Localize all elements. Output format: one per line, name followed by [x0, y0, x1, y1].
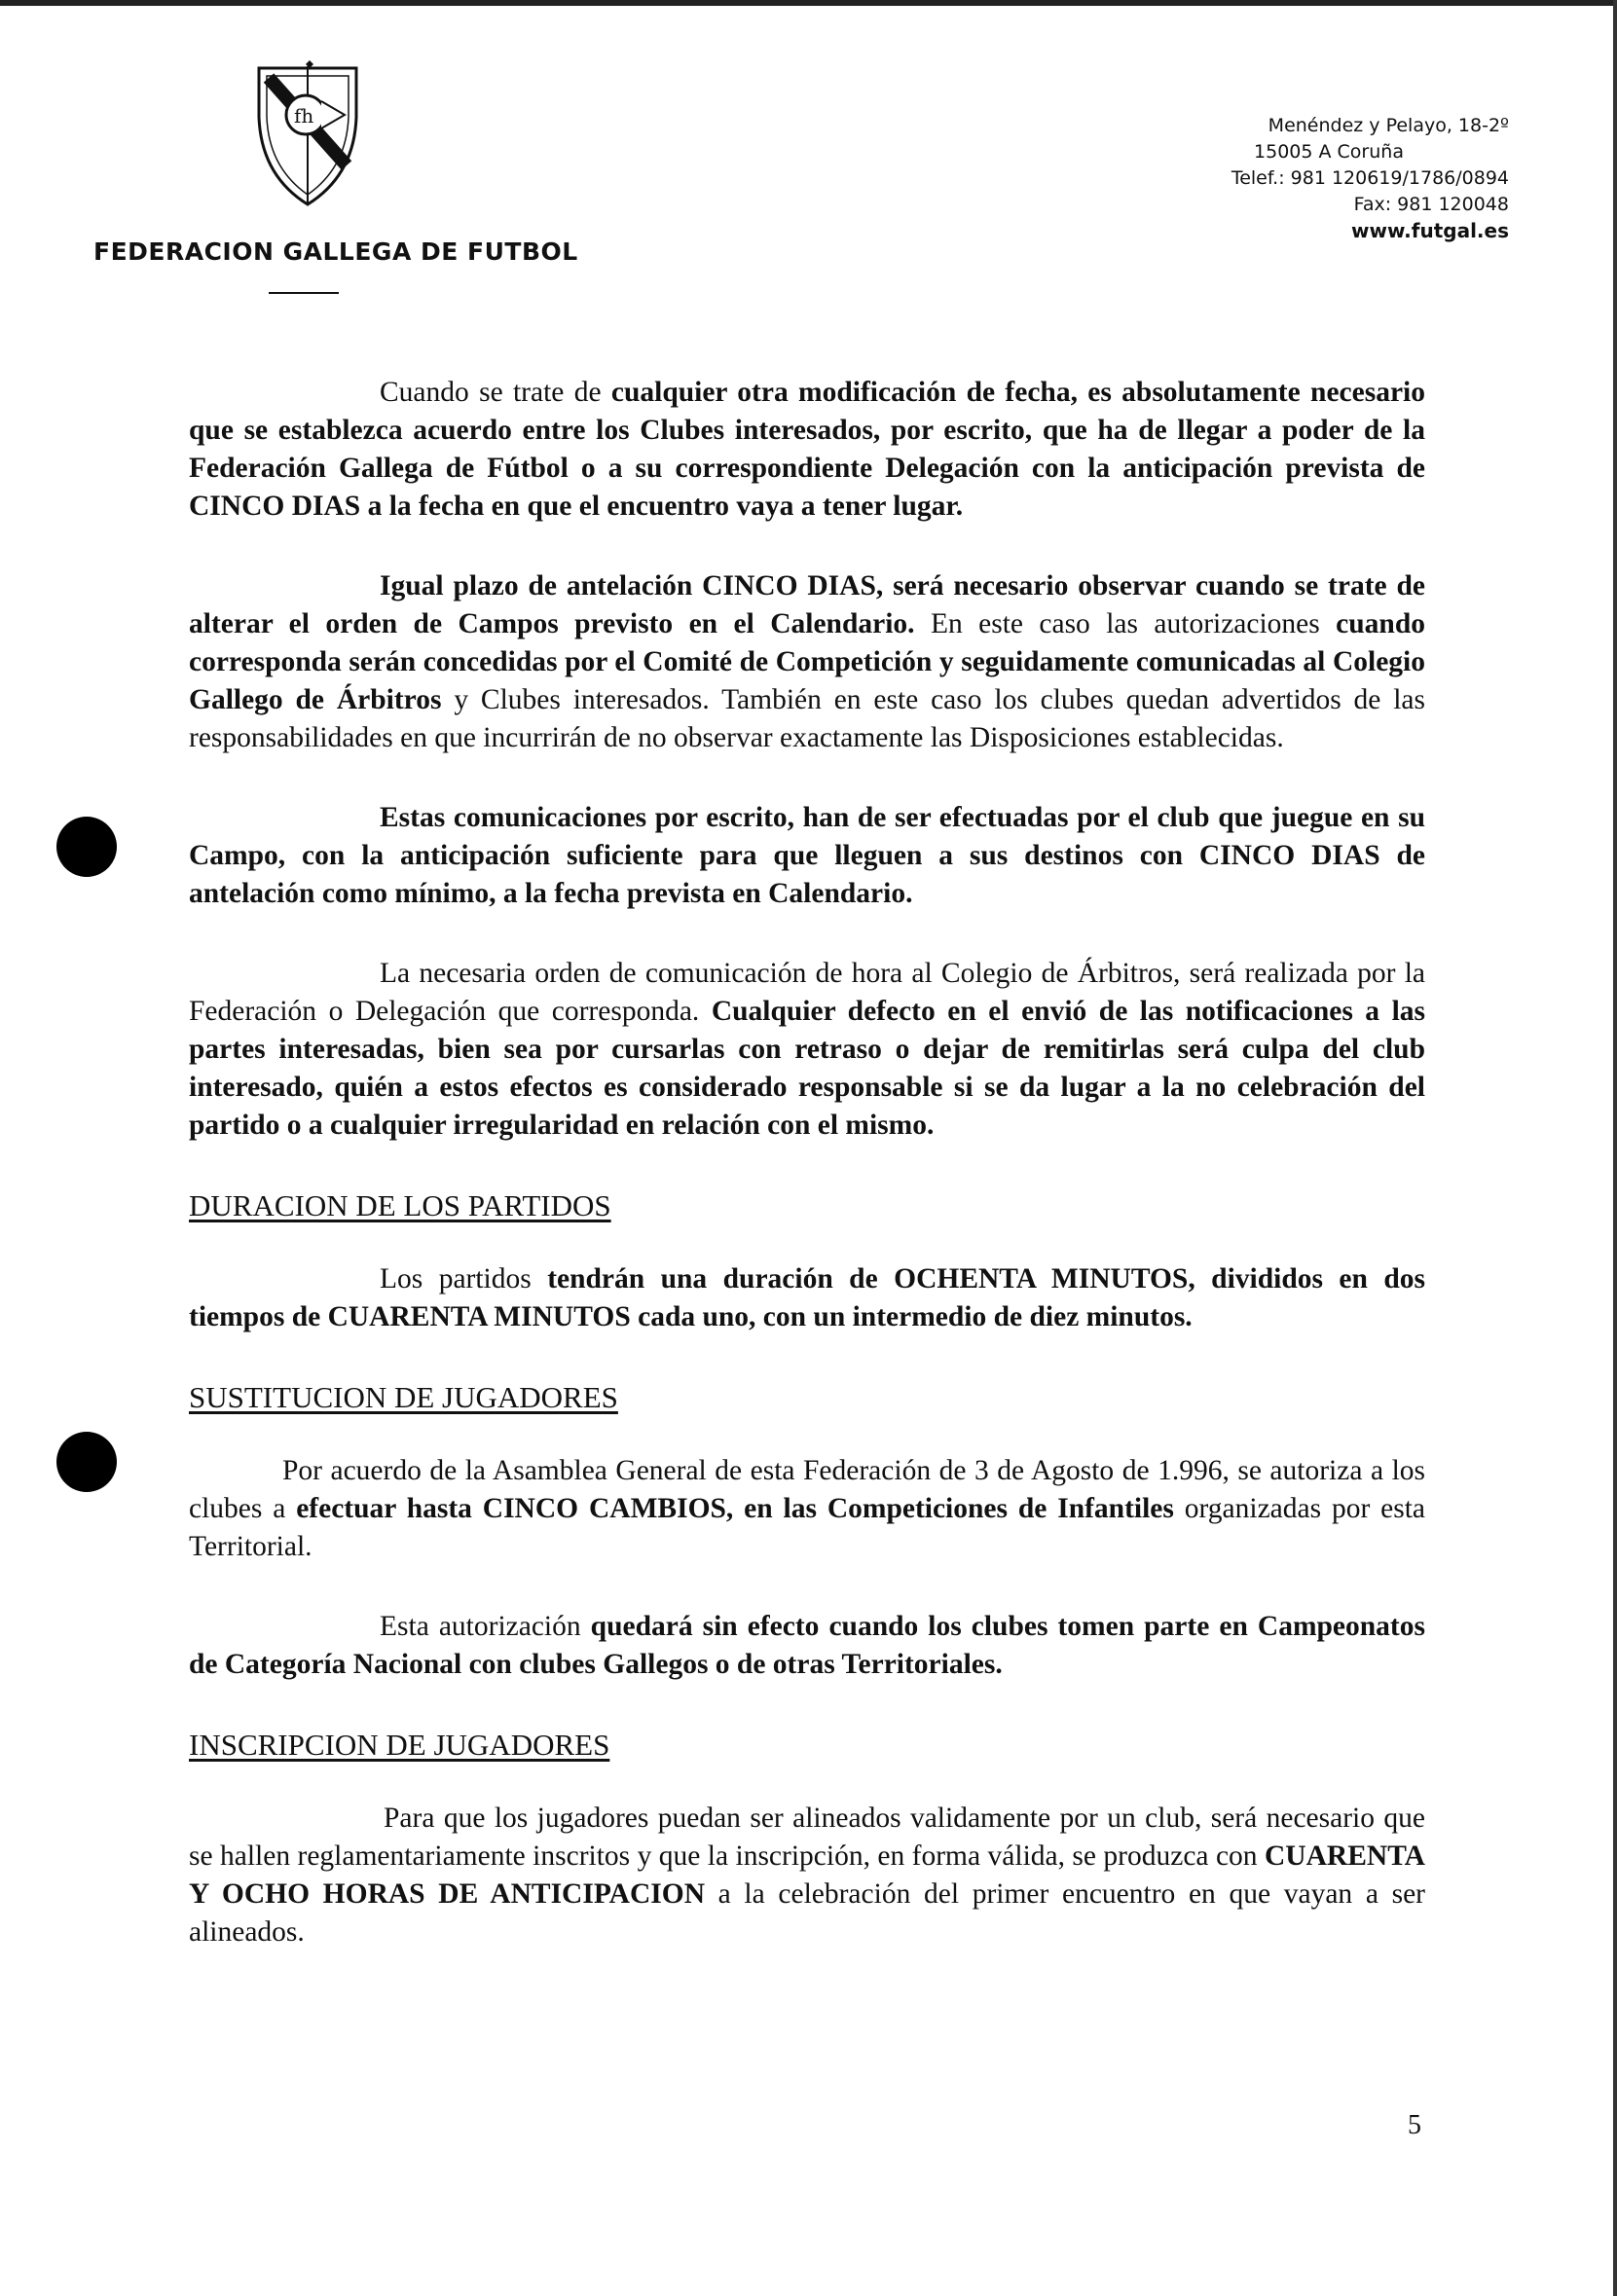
paragraph-field-order: Igual plazo de antelación CINCO DIAS, será necesario observar cuando se trate de alterar el orden de Campos previsto en el Calendario. En este caso las autorizaciones cuando corresponda serán concedidas por el Comité de Competición y seguidamente comunicadas al Colegio Gallego de Árbitros y Clubes interesados. También en este caso los clubes quedan advertidos de las responsabilidades en que incurrirán de no observar exactamente las Disposiciones establecidas.: [189, 570, 1426, 753]
page-number: 5: [1408, 2110, 1421, 2140]
phone-number: Telef.: 981 120619/1786/0894: [1231, 167, 1509, 189]
website-link[interactable]: www.futgal.es: [1351, 219, 1509, 242]
address-city: 15005 A Coruña: [1254, 141, 1404, 163]
scan-edge-right: [1613, 0, 1617, 2296]
document-body: [189, 374, 1425, 1993]
divider: [269, 292, 339, 294]
federation-crest-icon: [249, 58, 366, 214]
scan-edge-top: [0, 0, 1617, 6]
paragraph-written-communications: Estas comunicaciones por escrito, han de ser efectuadas por el club que juegue en su Campo, con la anticipación suficiente para que lleguen a sus destinos con CINCO DIAS de antelación como mínimo, a la fecha prevista en Calendario.: [189, 802, 1425, 909]
heading-inscripcion: INSCRIPCION DE JUGADORES: [189, 1728, 610, 1762]
svg-text:fh: fh: [294, 104, 314, 128]
paragraph-substitutions: Por acuerdo de la Asamblea General de esta Federación de 3 de Agosto de 1.996, se autoriza a los clubes a efectuar hasta CINCO CAMBIOS, en las Competiciones de Infantiles organizadas por esta Territorial.: [189, 1455, 1425, 1562]
paragraph-authorization: Esta autorización quedará sin efecto cuando los clubes tomen parte en Campeonatos de Categoría Nacional con clubes Gallegos o de otras Territoriales.: [189, 1611, 1425, 1680]
paragraph-time-order: La necesaria orden de comunicación de hora al Colegio de Árbitros, será realizada por la Federación o Delegación que corresponda. Cualquier defecto en el envió de las notificaciones a las partes interesadas, bien sea por cursarlas con retraso o dejar de remitirlas será culpa del club interesado, quién a estos efectos es considerado responsable si se da lugar a la no celebración del partido o a cualquier irregularidad en relación con el mismo.: [189, 958, 1426, 1141]
fax-number: Fax: 981 120048: [1353, 194, 1509, 215]
contact-block: [1129, 113, 1509, 244]
paragraph-match-duration: Los partidos tendrán una duración de OCHENTA MINUTOS, divididos en dos tiempos de CUARENTA MINUTOS cada uno, con un intermedio de diez minutos.: [189, 1263, 1425, 1332]
paragraph-date-change: Cuando se trate de cualquier otra modificación de fecha, es absolutamente necesario que se establezca acuerdo entre los Clubes interesados, por escrito, que ha de llegar a poder de la Federación Gallega de Fútbol o a su correspondiente Delegación con la anticipación prevista de CINCO DIAS a la fecha en que el encuentro vaya a tener lugar.: [189, 377, 1426, 522]
paragraph-registration: Para que los jugadores puedan ser alineados validamente por un club, será necesario que se hallen reglamentariamente inscritos y que la inscripción, en forma válida, se produzca con CUARENTA Y OCHO HORAS DE ANTICIPACION a la celebración del primer encuentro en que vayan a ser alineados.: [189, 1803, 1425, 1948]
federation-name: FEDERACION GALLEGA DE FUTBOL: [93, 237, 578, 266]
heading-duracion: DURACION DE LOS PARTIDOS: [189, 1188, 611, 1222]
punch-hole-lower: [56, 1432, 117, 1492]
punch-hole-upper: [56, 817, 117, 877]
heading-sustitucion: SUSTITUCION DE JUGADORES: [189, 1380, 618, 1414]
address-street: Menéndez y Pelayo, 18-2º: [1268, 115, 1509, 136]
